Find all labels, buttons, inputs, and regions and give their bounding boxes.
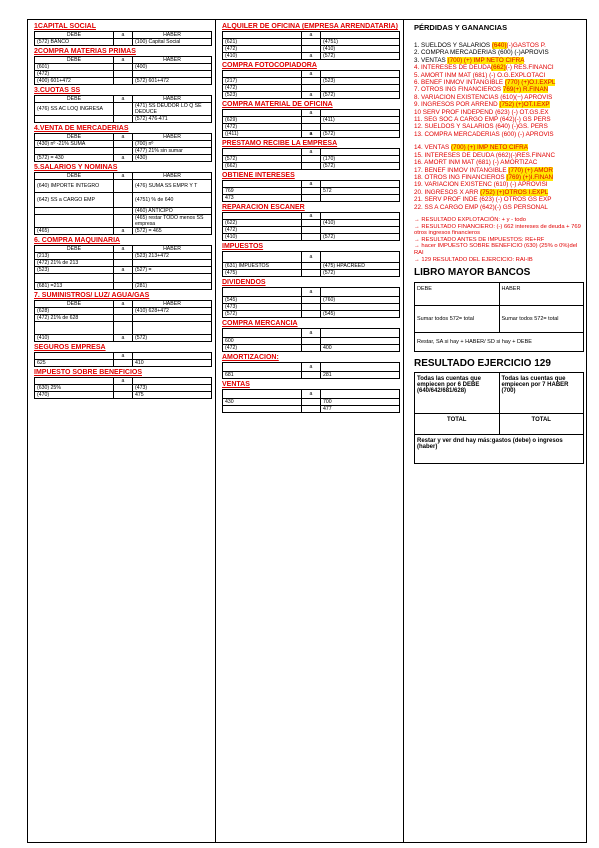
section-title: REPARACIÓN ESCANER	[222, 204, 305, 211]
debe-header: DEBE	[35, 246, 114, 253]
pyg-item: 10 SERV PROF INDEPEND (623) (-) OT.GS.EX	[414, 108, 549, 116]
a-label: a	[302, 131, 321, 138]
a-label: a	[114, 96, 133, 103]
table-cell: 477	[321, 406, 400, 413]
pyg-item: 16. AMORT INM MAT (681) (-) AMORTIZAC	[414, 159, 538, 167]
table-cell: 473	[223, 195, 302, 202]
table-cell: (475) HPACREED	[321, 263, 400, 270]
table-cell: (700) nº	[133, 141, 212, 148]
table-cell: (4751) % de 640	[133, 193, 212, 208]
section-title: 5.SALARIOS Y NÓMINAS	[34, 164, 118, 171]
haber-header: HABER	[133, 246, 212, 253]
table-cell: (213)	[35, 253, 114, 260]
table-cell: (681) =213	[35, 283, 114, 290]
haber-header: HABER	[133, 173, 212, 180]
table-cell: (523)	[35, 267, 114, 274]
table-cell: (572)	[321, 234, 400, 241]
section-title: OBTIENE INTERESES	[222, 172, 295, 179]
table-cell: (601)	[35, 64, 114, 71]
a-label: a	[302, 329, 321, 338]
haber-header: HABER	[133, 96, 212, 103]
a-label: a	[302, 149, 321, 156]
result-note: → RESULTADO ANTES DE IMPUESTOS: RE+RF	[414, 236, 545, 243]
a-label: a	[114, 378, 133, 385]
a-label: a	[114, 246, 133, 253]
table-cell: 410	[133, 360, 212, 367]
section-title: DIVIDENDOS	[222, 279, 266, 286]
table-cell: (621)	[223, 39, 302, 46]
a-label: a	[114, 134, 133, 141]
table-cell: 281	[321, 372, 400, 379]
pyg-item: 20. INGRESOS X ARR (752) (+)OTROS I.EXPL	[414, 188, 549, 196]
table-cell: 700	[321, 399, 400, 406]
a-label: a	[114, 335, 133, 342]
result-notes	[414, 217, 584, 263]
table-cell: (472) 21% de 628	[35, 315, 114, 322]
table-cell: (629)	[223, 117, 302, 124]
table-cell: 681	[223, 372, 302, 379]
debe-header: DEBE	[35, 134, 114, 141]
section-title: COMPRA MERCANCÍA	[222, 320, 298, 327]
table-cell: 572	[321, 188, 400, 195]
table-cell: (217)	[223, 78, 302, 85]
table-cell: (470)	[35, 392, 114, 399]
table-cell: (572)	[133, 335, 212, 342]
table-cell: (572) 476-471	[133, 116, 212, 123]
section-title: COMPRA MATERIAL DE OFICINA	[222, 101, 333, 108]
pyg-item: 21. SERV PROF INDE (623) (-) OTROS GS EXP	[414, 196, 552, 204]
table-cell: (572)	[321, 270, 400, 277]
a-label: a	[302, 32, 321, 39]
table-cell: (465) restar TODO menos SS empresa	[133, 215, 212, 228]
a-label: a	[302, 363, 321, 372]
table-cell: (100) Capital Social	[133, 39, 212, 46]
ventas-section	[222, 381, 400, 413]
libro-mayor-title: LIBRO MAYOR BANCOS	[414, 267, 531, 279]
table-cell: (472)	[223, 124, 302, 131]
table-cell: (527) =	[133, 267, 212, 274]
salarios-section	[34, 164, 212, 235]
a-label: a	[114, 228, 133, 235]
debe-header: DEBE	[35, 96, 114, 103]
left-column	[28, 20, 216, 842]
table-cell: Sumar todos 572= total	[499, 306, 584, 333]
a-label: a	[302, 213, 321, 220]
table-cell: (410)	[223, 234, 302, 241]
debe-header: DEBE	[415, 283, 500, 306]
dividendos-section	[222, 279, 400, 318]
debe-header: DEBE	[35, 301, 114, 308]
pyg-item: 5. AMORT INM MAT (681) (-) O.G.EXPLOTACI	[414, 71, 546, 79]
a-label: a	[114, 267, 133, 274]
a-label: a	[302, 252, 321, 263]
a-label: a	[114, 301, 133, 308]
libro-mayor-table	[414, 282, 584, 352]
pyg-item: 6. BENEF INMOV INTANGIBLE (770) (+)O.I.EXPL	[414, 79, 556, 87]
result-note: → RESULTADO EXPLOTACIÓN: + y - todo	[414, 216, 526, 223]
table-cell: (572)	[321, 53, 400, 60]
table-cell: (400)	[133, 64, 212, 71]
pyg-item: 3. VENTAS (700) (+) IMP NETO CIFRA	[414, 56, 525, 64]
table-cell: Todas las cuentas que empiecen por 7 HABER (700)	[499, 373, 584, 414]
table-cell: (572)	[321, 92, 400, 99]
haber-header: HABER	[133, 301, 212, 308]
table-cell: (622)	[223, 220, 302, 227]
table-cell: (477) 21% sin sumar	[133, 148, 212, 155]
section-title: AMORTIZACIÓN:	[222, 354, 279, 361]
section-title: SEGUROS EMPRESA	[34, 344, 106, 351]
venta-mercaderias-section	[34, 125, 212, 162]
table-cell: Todas las cuentas que empiecen por 6 DEBE (640/642/681/628)	[415, 373, 500, 414]
a-label: a	[114, 57, 133, 64]
fotocopiadora-section	[222, 62, 400, 99]
section-title: PRÉSTAMO RECIBE LA EMPRESA	[222, 140, 338, 147]
pyg-item: 22. SS A CARGO EMP (642)(-) GS PERSONAL	[414, 203, 548, 211]
pyg-item: 18. OTROS ING FINANCIEROS (769) (+)I.FINAN	[414, 173, 554, 181]
reparacion-section	[222, 204, 400, 241]
result-note: → RESULTADO FINANCIERO: (-) 662 intereses de deuda + 769 otros ingresos financieros	[414, 223, 581, 237]
table-cell: (572) 601+472	[133, 78, 212, 85]
table-cell: 430	[223, 399, 302, 406]
haber-header: HABER	[499, 283, 584, 306]
table-cell: (472)	[35, 71, 114, 78]
pyg-heading: PÉRDIDAS Y GANANCIAS	[414, 23, 508, 32]
table-cell: (572) = 430	[35, 155, 114, 162]
table-cell: (472) 21% de 213	[35, 260, 114, 267]
impuestos-section	[222, 243, 400, 277]
cuotas-ss-section	[34, 87, 212, 123]
pyg-item: 11. SEG SOC A CARGO EMP (642)(-) GS PERS	[414, 116, 551, 124]
table-cell: (410)	[35, 335, 114, 342]
table-cell: (430)	[133, 155, 212, 162]
section-title: COMPRA FOTOCOPIADORA	[222, 62, 317, 69]
right-column	[404, 20, 588, 842]
material-oficina-section	[222, 101, 400, 138]
section-title: 4.VENTA DE MERCADERÍAS	[34, 125, 129, 132]
table-cell: (473)	[133, 385, 212, 392]
pyg-item: 9. INGRESOS POR ARREND (752) (+)OT.I.EXP	[414, 101, 550, 109]
table-cell: (430) nº -21% SUMA	[35, 141, 114, 148]
table-cell: 625	[35, 360, 114, 367]
prestamo-section	[222, 140, 400, 170]
pyg-item: 17. BENEF INMOV INTANGIBLE (770) (+) AMOR	[414, 166, 553, 174]
table-cell: (662)	[223, 163, 302, 170]
pyg-item: 13. COMPRA MERCADERIAS (600) (-) APROVIS	[414, 130, 554, 138]
table-cell: (410)	[321, 46, 400, 53]
amortizacion-section	[222, 354, 400, 379]
seguros-section	[34, 344, 212, 367]
table-cell: (572)	[223, 311, 302, 318]
pyg-item: 12. SUELDOS Y SALARIOS (640) (-)GS. PERS	[414, 123, 548, 131]
table-cell: (631) IMPUESTOS	[223, 263, 302, 270]
a-label: a	[302, 92, 321, 99]
alquiler-section	[222, 23, 400, 60]
table-cell: (460) ANTICIPO	[133, 208, 212, 215]
table-cell: (410)	[223, 53, 302, 60]
table-cell: (523)	[223, 92, 302, 99]
table-cell: (410) 628+472	[133, 308, 212, 315]
section-title: 3.CUOTAS SS	[34, 87, 81, 94]
table-cell: (472)	[223, 227, 302, 234]
total-label: TOTAL	[499, 414, 584, 435]
table-cell: Sumar todos 572= total	[415, 306, 500, 333]
a-label: a	[302, 181, 321, 188]
table-cell: (410)	[321, 220, 400, 227]
table-cell: (476) SUMA SS EMPR Y T	[133, 180, 212, 193]
section-title: 1CAPITAL SOCIAL	[34, 23, 96, 30]
table-cell: (523)	[321, 78, 400, 85]
a-label: a	[114, 32, 133, 39]
table-cell: (545)	[223, 297, 302, 304]
table-cell: 400	[321, 345, 400, 352]
a-label: a	[302, 390, 321, 399]
section-title: IMPUESTOS	[222, 243, 264, 250]
pyg-item: 1. SUELDOS Y SALARIOS (640)(-)GASTOS P.	[414, 42, 546, 49]
resultado-title: RESULTADO EJERCICIO 129	[414, 358, 551, 370]
table-cell: ((411)	[223, 131, 302, 138]
table-cell: Restar, SA si hay + HABER/ SD si hay + DEBE	[415, 333, 584, 352]
section-title: IMPUESTO SOBRE BENEFICIOS	[34, 369, 142, 376]
pyg-item: 7. OTROS ING FINANCIEROS 769(+) R.FINAN	[414, 86, 549, 94]
a-label: a	[302, 53, 321, 60]
compra-mercancia-section	[222, 320, 400, 352]
compra-maquinaria-section	[34, 237, 212, 290]
table-cell: (475)	[223, 270, 302, 277]
table-cell: 769	[223, 188, 302, 195]
table-cell: (473)	[223, 304, 302, 311]
table-cell: (572) = 465	[133, 228, 212, 235]
table-cell: (472)	[223, 85, 302, 92]
a-label: a	[114, 173, 133, 180]
debe-header: DEBE	[35, 173, 114, 180]
section-title: ALQUILER DE OFICINA (EMPRESA ARRENDATARIA)	[222, 23, 398, 30]
suministros-section	[34, 292, 212, 342]
a-label: a	[302, 110, 321, 117]
table-cell: (465)	[35, 228, 114, 235]
table-cell: (760)	[321, 297, 400, 304]
table-cell: (400) 601+472	[35, 78, 114, 85]
table-cell: (642) SS a CARGO EMP	[35, 193, 114, 208]
impuesto-beneficios-section	[34, 369, 212, 399]
compra-materias-section	[34, 48, 212, 85]
table-cell: (471) SS DEUDOR LO Q SE DEDUCE	[133, 103, 212, 116]
table-cell: Restar y ver dnd hay más:gastos (debe) o ingresos (haber)	[415, 435, 584, 464]
table-cell: (411)	[321, 117, 400, 124]
debe-header: DEBE	[35, 57, 114, 64]
capital-social-section	[34, 23, 212, 46]
table-cell: (523) 213+472	[133, 253, 212, 260]
table-cell: (472)	[223, 345, 302, 352]
pyg-item: 4. INTERESES DE DEUDA(662)(-) RES.FINANCI	[414, 64, 554, 72]
a-label: a	[302, 288, 321, 297]
debe-header: DEBE	[35, 32, 114, 39]
total-label: TOTAL	[415, 414, 500, 435]
a-label: a	[114, 155, 133, 162]
section-title: 2COMPRA MATERIAS PRIMAS	[34, 48, 136, 55]
resultado-table	[414, 372, 584, 464]
table-cell: 475	[133, 392, 212, 399]
result-note: → 129 RESULTADO DEL EJERCICIO: RAI-IB	[414, 256, 533, 263]
table-cell: 600	[223, 338, 302, 345]
table-cell: (4751)	[321, 39, 400, 46]
table-cell: (281)	[133, 283, 212, 290]
result-note: → hacer IMPUESTO SOBRE BENEFICIO (630) (25% o 0%)del RAI	[414, 243, 578, 256]
summary-sheet	[27, 19, 587, 843]
a-label: a	[114, 353, 133, 360]
table-cell: (572)	[321, 131, 400, 138]
haber-header: HABER	[133, 57, 212, 64]
table-cell: (630) 25%	[35, 385, 114, 392]
section-title: VENTAS	[222, 381, 250, 388]
table-cell: (476) SS AC LOQ INGRESA	[35, 103, 114, 116]
table-cell: (170)	[321, 156, 400, 163]
pyg-item: 14. VENTAS (700) (+) IMP NETO CIFRA	[414, 144, 528, 152]
middle-column	[216, 20, 404, 842]
pyg-item: 19. VARIACIÓN EXISTENC (610) (-) APROVISI	[414, 181, 548, 189]
table-cell: (628)	[35, 308, 114, 315]
table-cell: (472)	[223, 46, 302, 53]
table-cell: (572)	[223, 156, 302, 163]
section-title: 6. COMPRA MAQUINARIA	[34, 237, 121, 244]
pyg-item: 8. VARIACIÓN EXISTENCIAS (610)(−) APROVIS	[414, 93, 553, 101]
haber-header: HABER	[133, 134, 212, 141]
table-cell: (545)	[321, 311, 400, 318]
table-cell: (572) BANCO	[35, 39, 114, 46]
pyg-list-1	[414, 42, 584, 138]
table-cell: (572)	[321, 163, 400, 170]
pyg-item: 2. COMPRA MERCADERIAS (600) (-)APROVIS	[414, 49, 549, 57]
table-cell: (640) IMPORTE INTEGRO	[35, 180, 114, 193]
intereses-section	[222, 172, 400, 202]
a-label: a	[302, 71, 321, 78]
pyg-list-2	[414, 144, 584, 211]
haber-header: HABER	[133, 32, 212, 39]
section-title: 7. SUMINISTROS/ LUZ/ AGUA/GAS	[34, 292, 150, 299]
pyg-item: 15. INTERESES DE DEUDA (662)(-)RES.FINANC	[414, 151, 556, 159]
